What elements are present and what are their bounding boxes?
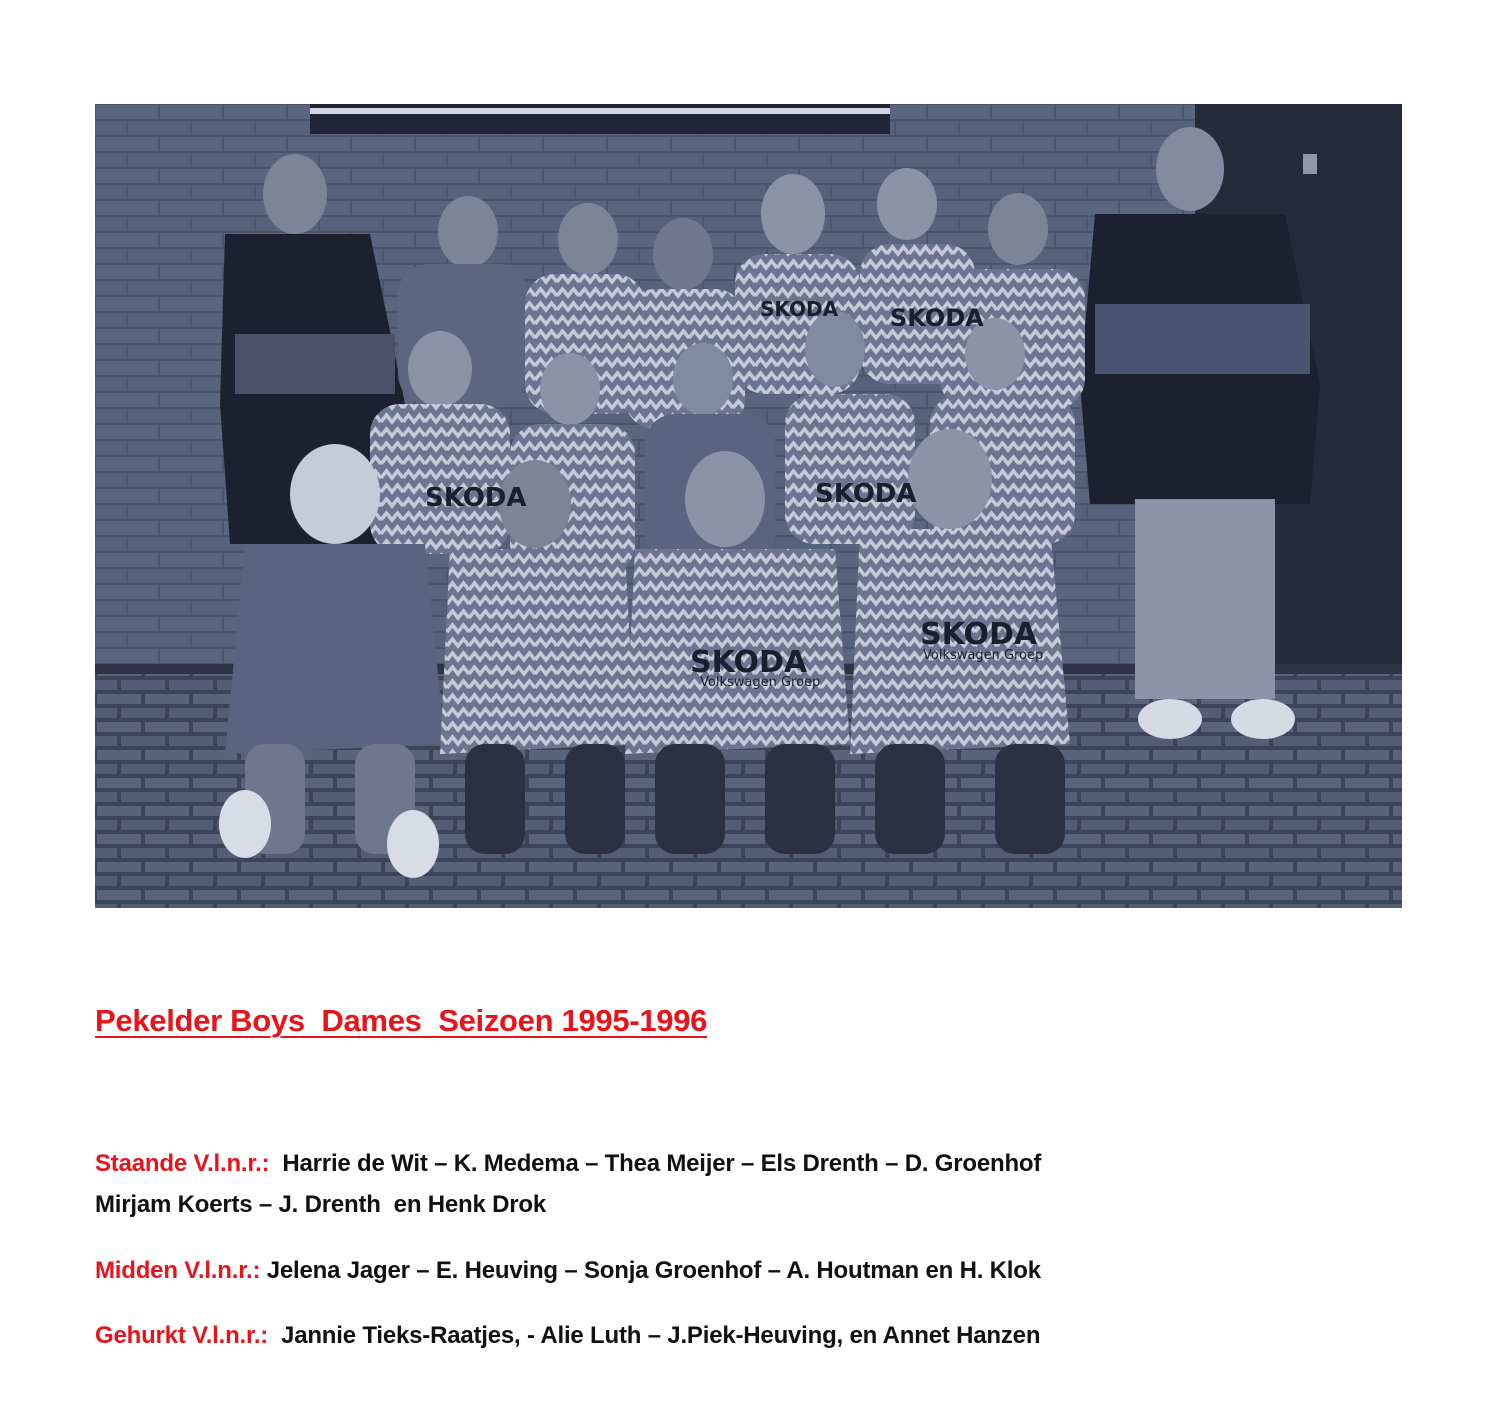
caption-label-midden: Midden V.l.n.r.: (95, 1257, 261, 1284)
caption-names-midden: Jelena Jager – E. Heuving – Sonja Groenhof – A. Houtman en H. Klok (266, 1257, 1041, 1284)
jersey-sponsor-text: Volkswagen Groep (700, 675, 821, 690)
jersey-text: SKODA (890, 304, 984, 332)
jersey-sponsor-text: Volkswagen Groep (923, 648, 1044, 663)
caption-gehurkt (95, 1322, 1395, 1350)
jersey-text: SKODA (760, 297, 839, 321)
caption-names-gehurkt: Jannie Tieks-Raatjes, - Alie Luth – J.Piek-Heuving, en Annet Hanzen (281, 1322, 1041, 1349)
caption-staande (95, 1150, 1395, 1178)
jersey-text: SKODA (690, 645, 808, 680)
caption-names-staande-continued: Mirjam Koerts – J. Drenth en Henk Drok (95, 1191, 546, 1218)
jersey-text: SKODA (425, 483, 527, 513)
team-photo (95, 104, 1402, 908)
caption-staande-continued (95, 1191, 1395, 1219)
caption-label-gehurkt: Gehurkt V.l.n.r.: (95, 1322, 269, 1349)
jersey-text: SKODA (920, 617, 1038, 652)
page-title: Pekelder Boys Dames Seizoen 1995-1996 (95, 1003, 708, 1038)
caption-names-staande: Harrie de Wit – K. Medema – Thea Meijer – Els Drenth – D. Groenhof (282, 1150, 1042, 1177)
caption-label-staande: Staande V.l.n.r.: (95, 1150, 270, 1177)
caption-midden (95, 1257, 1395, 1285)
jersey-text: SKODA (815, 479, 917, 509)
team-photo-illustration (95, 104, 1402, 908)
